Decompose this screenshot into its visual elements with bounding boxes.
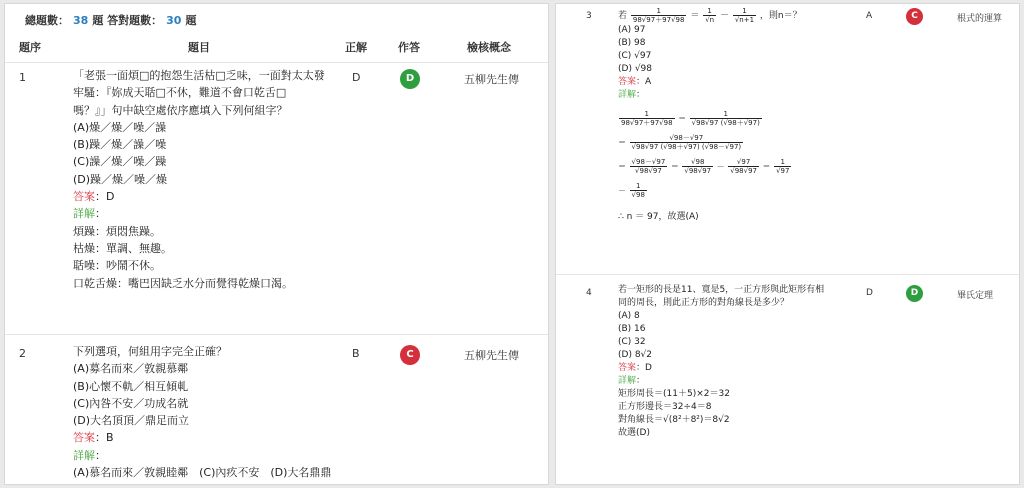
left-question-panel [4, 3, 549, 485]
q3-option: (B) 98 [618, 38, 646, 48]
q4-line: 若一矩形的長是11、寬是5，一正方形與此矩形有相 [618, 285, 825, 295]
q4-option: (B) 16 [618, 324, 646, 334]
q2-option: (D)大名頂頂／鼎足而立 [73, 414, 190, 428]
q3-option: (C) √97 [618, 51, 652, 61]
q1-concept: 五柳先生傳 [464, 73, 519, 86]
row-divider [5, 334, 549, 335]
header-correct: 正解 [345, 41, 367, 54]
q3-number: 3 [586, 11, 592, 21]
q3-answer-value: ：A [636, 77, 652, 87]
row-divider [556, 274, 1020, 275]
q4-user-answer-badge: D [906, 285, 923, 302]
correct-count: 30 [166, 14, 182, 27]
q3-stem-prefix: 若 [618, 11, 628, 21]
q3-stem-fraction3: $\frac{1}{√n+1}$ [734, 7, 755, 24]
q1-answer-label: 答案 [73, 190, 95, 204]
q1-option: (A)燥／燥／噪／譟 [73, 120, 167, 134]
q1-line: 牢騷：『妳成天聒□不休，難道不會口乾舌□ [73, 86, 287, 100]
q1-option: (D)躁／燥／噪／燥 [73, 172, 168, 186]
q3-concept: 根式的運算 [957, 14, 1003, 24]
q1-number: 1 [19, 71, 26, 84]
q1-detail-colon: ： [95, 207, 106, 221]
q4-answer-label: 答案 [618, 363, 637, 373]
q2-answer-value: ：B [95, 431, 114, 445]
q4-detail: 對角線長＝√(8²＋8²)＝8√2 [618, 415, 730, 425]
q4-detail: 矩形周長＝(11＋5)×2＝32 [618, 389, 730, 399]
q3-derivation-step-2: ＝ $\frac{√98-√97}{√98√97 (√98+√97) (√98-√97)}$ [618, 134, 742, 151]
q4-correct-answer: D [866, 288, 873, 298]
q2-detail-colon: ： [95, 448, 106, 462]
q1-detail-heading [73, 205, 325, 222]
q1-answer-value: ：D [95, 190, 115, 204]
q3-correct-answer: A [866, 11, 873, 21]
q3-option: (D) √98 [618, 64, 653, 74]
q4-detail-colon: ： [636, 376, 646, 386]
q3-derivation-step-4: － $\frac{1}{√98}$ [618, 182, 645, 199]
q3-derivation-step-1: $\frac{1}{98√97+97√98}$ ＝ $\frac{1}{√98√97 (√98+√97)}$ [621, 110, 760, 127]
q2-answer-label: 答案 [73, 431, 95, 445]
score-summary [25, 12, 196, 28]
q4-number: 4 [586, 288, 592, 298]
q3-answer [618, 76, 858, 89]
q1-answer [73, 188, 325, 205]
q4-option: (C) 32 [618, 337, 646, 347]
q2-answer [73, 429, 331, 446]
q4-detail-heading [618, 375, 858, 388]
q4-detail: 故選(D) [618, 428, 650, 438]
total-count: 38 [73, 14, 89, 27]
q4-answer [618, 362, 858, 375]
q1-detail: 口乾舌燥：嘴巴因缺乏水分而覺得乾燥口渴。 [73, 276, 293, 290]
q3-stem-fraction: $\frac{1}{98√97+97√98}$ [632, 7, 685, 24]
q3-user-answer-badge: C [906, 8, 923, 25]
q2-correct-answer: B [352, 347, 360, 360]
q1-user-answer-badge: D [400, 69, 420, 89]
total-unit: 題 [92, 14, 104, 27]
q1-detail: 聒噪：吵鬧不休。 [73, 259, 161, 273]
q1-line: 嗎？』」句中缺空處依序應填入下列何組字？ [73, 103, 288, 117]
q2-body [73, 343, 331, 481]
total-label: 總題數： [25, 14, 69, 27]
q3-option: (A) 97 [618, 25, 646, 35]
header-divider [5, 62, 549, 63]
q4-body [618, 284, 858, 440]
q2-line: 下列選項，何組用字完全正確？ [73, 345, 227, 358]
q4-option: (A) 8 [618, 311, 640, 321]
q4-line: 同的周長，則此正方形的對角線長是多少？ [618, 298, 790, 308]
q2-detail: (A)慕名而來／敦親睦鄰 (C)內疚不安 (D)大名鼎鼎 [73, 466, 332, 480]
q1-option: (C)譟／燥／噪／躁 [73, 155, 167, 169]
q1-detail-label: 詳解 [73, 207, 95, 221]
q2-option: (C)內咎不安／功成名就 [73, 396, 189, 410]
q1-detail: 枯燥：單調、無趣。 [73, 241, 172, 255]
q2-option: (B)心懷不軌／相互傾軋 [73, 379, 189, 393]
q3-stem: 若 $\frac{1}{98√97+97√98}$ ＝ $\frac{1}{√n}$ － $\frac{1}{√n+1}$ ，則n＝？ [618, 7, 802, 24]
q1-correct-answer: D [352, 71, 361, 84]
q3-detail-heading [618, 89, 858, 102]
right-question-panel [555, 3, 1020, 485]
q3-stem-suffix: ，則n＝？ [759, 11, 802, 21]
header-no: 題序 [19, 41, 41, 54]
q1-option: (B)躁／燥／譟／噪 [73, 138, 167, 152]
q3-stem-fraction2: $\frac{1}{√n}$ [705, 7, 715, 24]
q3-detail-label: 詳解 [618, 90, 637, 100]
q2-user-answer-badge: C [400, 345, 420, 365]
q2-detail-heading [73, 447, 331, 464]
q2-detail-label: 詳解 [73, 448, 95, 462]
q2-number: 2 [19, 347, 26, 360]
q4-option: (D) 8√2 [618, 350, 653, 360]
q3-answer-label: 答案 [618, 77, 637, 87]
q3-detail-colon: ： [636, 90, 646, 100]
q1-line: 「老張一面煩□的抱怨生活枯□乏味，一面對太太發 [73, 69, 325, 82]
q1-detail: 煩躁：煩悶焦躁。 [73, 224, 161, 238]
q3-conclusion: ∴ n ＝ 97，故選(A) [618, 212, 699, 222]
correct-unit: 題 [185, 14, 197, 27]
q4-answer-value: ：D [636, 363, 652, 373]
q1-body [73, 67, 325, 292]
header-answer: 作答 [398, 41, 420, 54]
q4-detail: 正方形邊長＝32÷4＝8 [618, 402, 712, 412]
q4-concept: 畢氏定理 [957, 291, 994, 301]
q3-body [618, 7, 858, 102]
q2-option: (A)募名而來／敦親慕鄰 [73, 362, 189, 376]
header-question: 題目 [188, 41, 210, 54]
header-concept: 檢核概念 [467, 41, 511, 54]
q2-concept: 五柳先生傳 [464, 349, 519, 362]
q4-detail-label: 詳解 [618, 376, 637, 386]
q3-derivation-step-3: ＝ $\frac{√98-√97}{√98√97}$ ＝ $\frac{√98}{√98√97}$ － $\frac{√97}{√98√97}$ ＝ $\frac{1}{√97}$ [618, 158, 790, 175]
correct-label: 答對題數： [107, 14, 163, 27]
